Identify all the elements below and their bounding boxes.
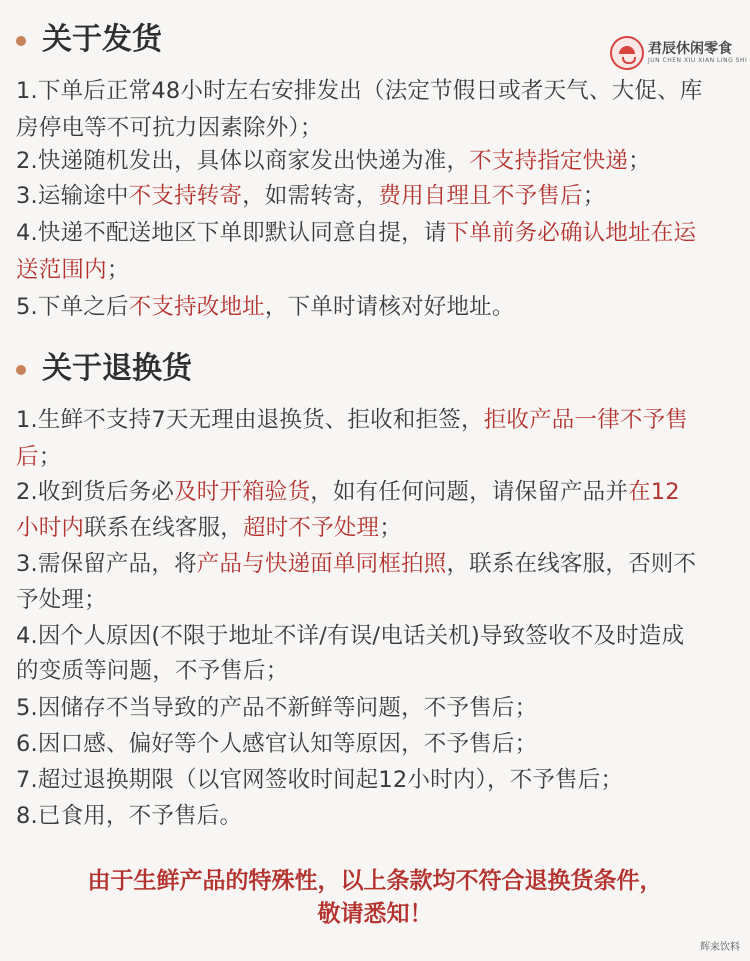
watermark: 辉来饮料 bbox=[700, 942, 740, 953]
text-segment: 房停电等不可抗力因素除外）； bbox=[16, 115, 323, 141]
highlight-text: 产品与快递面单同框拍照 bbox=[196, 551, 447, 577]
shipping-section-title bbox=[16, 22, 162, 58]
text-segment: ，如需转寄， bbox=[242, 183, 379, 209]
text-segment: 4.因个人原因(不限于地址不详/有误/电话关机)导致签收不及时造成 bbox=[16, 623, 685, 649]
brand-face-icon bbox=[610, 36, 644, 70]
text-segment: 予处理； bbox=[16, 587, 107, 613]
text-segment: 4.快递不配送地区下单即默认同意自提，请 bbox=[16, 220, 447, 246]
shipping-line bbox=[16, 255, 130, 285]
highlight-text: 不支持指定快递 bbox=[469, 148, 629, 174]
highlight-text: 不支持转寄 bbox=[128, 183, 243, 209]
returns-line bbox=[16, 765, 623, 795]
returns-line bbox=[16, 442, 61, 472]
highlight-text: 送范围内 bbox=[16, 257, 107, 283]
shipping-line bbox=[16, 113, 323, 143]
text-segment: 联系在线客服， bbox=[84, 515, 244, 541]
highlight-text: 及时开箱验货 bbox=[174, 479, 311, 505]
highlight-text: 不支持改地址 bbox=[128, 294, 265, 320]
text-segment: 的变质等问题，不予售后； bbox=[16, 658, 289, 684]
highlight-text: 在12 bbox=[628, 479, 680, 505]
highlight-text: 拒收产品一律不予售 bbox=[483, 407, 688, 433]
bullet-dot-icon bbox=[16, 365, 26, 375]
text-segment: ，下单时请核对好地址。 bbox=[264, 294, 515, 320]
brand-pinyin: JUN CHEN XIU XIAN LING SHI bbox=[648, 57, 748, 64]
returns-title-text: 关于退换货 bbox=[42, 351, 192, 386]
text-segment: 8.已食用，不予售后。 bbox=[16, 803, 243, 829]
footer-notice-line2: 敬请悉知！ bbox=[317, 901, 433, 927]
returns-line bbox=[16, 693, 537, 723]
returns-line bbox=[16, 656, 288, 686]
bullet-dot-icon bbox=[16, 36, 26, 46]
brand-name: 君辰休闲零食 bbox=[648, 41, 732, 57]
highlight-text: 小时内 bbox=[16, 515, 85, 541]
text-segment: ，联系在线客服，否则不 bbox=[446, 551, 697, 577]
text-segment: ，如有任何问题，请保留产品并 bbox=[310, 479, 629, 505]
text-segment: ； bbox=[379, 515, 402, 541]
shipping-line bbox=[16, 76, 703, 106]
text-segment: 1.生鲜不支持7天无理由退换货、拒收和拒签， bbox=[16, 407, 484, 433]
returns-line bbox=[16, 621, 684, 651]
shipping-title-text: 关于发货 bbox=[42, 22, 162, 57]
returns-line bbox=[16, 477, 680, 507]
returns-line bbox=[16, 405, 688, 435]
text-segment: ； bbox=[582, 183, 606, 209]
text-segment: ； bbox=[628, 148, 651, 174]
text-segment: ； bbox=[38, 444, 62, 470]
shipping-line bbox=[16, 181, 605, 211]
text-segment: 2.收到货后务必 bbox=[16, 479, 175, 505]
returns-line bbox=[16, 801, 242, 831]
shipping-line bbox=[16, 218, 696, 248]
text-segment: 1.下单后正常48小时左右安排发出（法定节假日或者天气、大促、库 bbox=[16, 78, 703, 104]
text-segment: 6.因口感、偏好等个人感官认知等原因，不予售后； bbox=[16, 731, 538, 757]
highlight-text: 费用自理且不予售后 bbox=[378, 183, 583, 209]
text-segment: ； bbox=[106, 257, 130, 283]
returns-line bbox=[16, 513, 402, 543]
footer-notice-line1: 由于生鲜产品的特殊性，以上条款均不符合退换货条件， bbox=[87, 868, 663, 894]
highlight-text: 超时不予处理 bbox=[243, 515, 380, 541]
shipping-line bbox=[16, 146, 651, 176]
text-segment: 5.下单之后 bbox=[16, 294, 129, 320]
highlight-text: 下单前务必确认地址在运 bbox=[446, 220, 697, 246]
returns-line bbox=[16, 549, 696, 579]
text-segment: 7.超过退换期限（以官网签收时间起12小时内），不予售后； bbox=[16, 767, 624, 793]
shipping-line bbox=[16, 292, 515, 322]
returns-line bbox=[16, 729, 537, 759]
brand-logo bbox=[610, 36, 747, 70]
text-segment: 3.运输途中 bbox=[16, 183, 129, 209]
text-segment: 5.因储存不当导致的产品不新鲜等问题，不予售后； bbox=[16, 695, 538, 721]
returns-line bbox=[16, 585, 107, 615]
text-segment: 3.需保留产品，将 bbox=[16, 551, 197, 577]
highlight-text: 后 bbox=[16, 444, 39, 470]
returns-section-title bbox=[16, 351, 192, 387]
text-segment: 2.快递随机发出，具体以商家发出快递为准， bbox=[16, 148, 470, 174]
